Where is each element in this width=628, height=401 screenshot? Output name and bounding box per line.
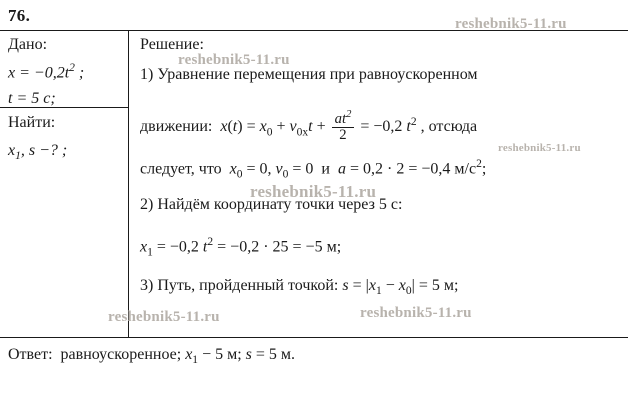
solution-label: Решение: — [140, 36, 204, 53]
find-label: Найти: — [8, 114, 56, 131]
find-expression: $x_1$, s −? ; — [8, 142, 68, 163]
watermark: reshebnik5-11.ru — [178, 52, 290, 68]
solution-line-5: $x_1 = -0,2$ $t^2 = -0,2 \cdot 25 = -5$ м; — [140, 236, 342, 259]
problem-number: 76. — [8, 6, 31, 25]
watermark: reshebnik5-11.ru — [455, 16, 567, 32]
divider-bottom — [0, 337, 628, 338]
watermark: reshebnik5-11.ru — [360, 305, 472, 321]
solution-line-1: 1) Уравнение перемещения при равноускоренном — [140, 66, 478, 83]
divider-top — [0, 30, 628, 31]
solution-line-3: следует, что $x_0 = 0$, $v_0 = 0$ и a = 0,2 · 2 = −0,4 $м/с^2$; — [140, 158, 487, 181]
watermark: reshebnik5-11.ru — [250, 182, 377, 201]
given-item-1: $x = -0,2t^2$ ; — [8, 62, 85, 82]
watermark: reshebnik5-11.ru — [108, 309, 220, 325]
solution-line-2: движении: $x(t) = x_0 + v_{0x}t$ + $\frac{at^2}{2}$ = −0,2 $t^2$ , отсюда — [140, 109, 478, 144]
given-label: Дано: — [8, 36, 48, 53]
solution-line-4: 2) Найдём координату точки через 5 с: — [140, 196, 403, 213]
given-item-2: t = 5 с; — [8, 90, 56, 107]
watermark: reshebnik5-11.ru — [498, 142, 581, 154]
solution-line-6: 3) Путь, пройденный точкой: $s = |x_1 - x_0| = 5$ м; — [140, 277, 459, 298]
answer-line: Ответ: равноускоренное; $x_1 - 5$ м; s = 5 м. — [8, 346, 296, 367]
divider-vertical — [128, 30, 129, 337]
answer-label: Ответ: — [8, 346, 53, 363]
